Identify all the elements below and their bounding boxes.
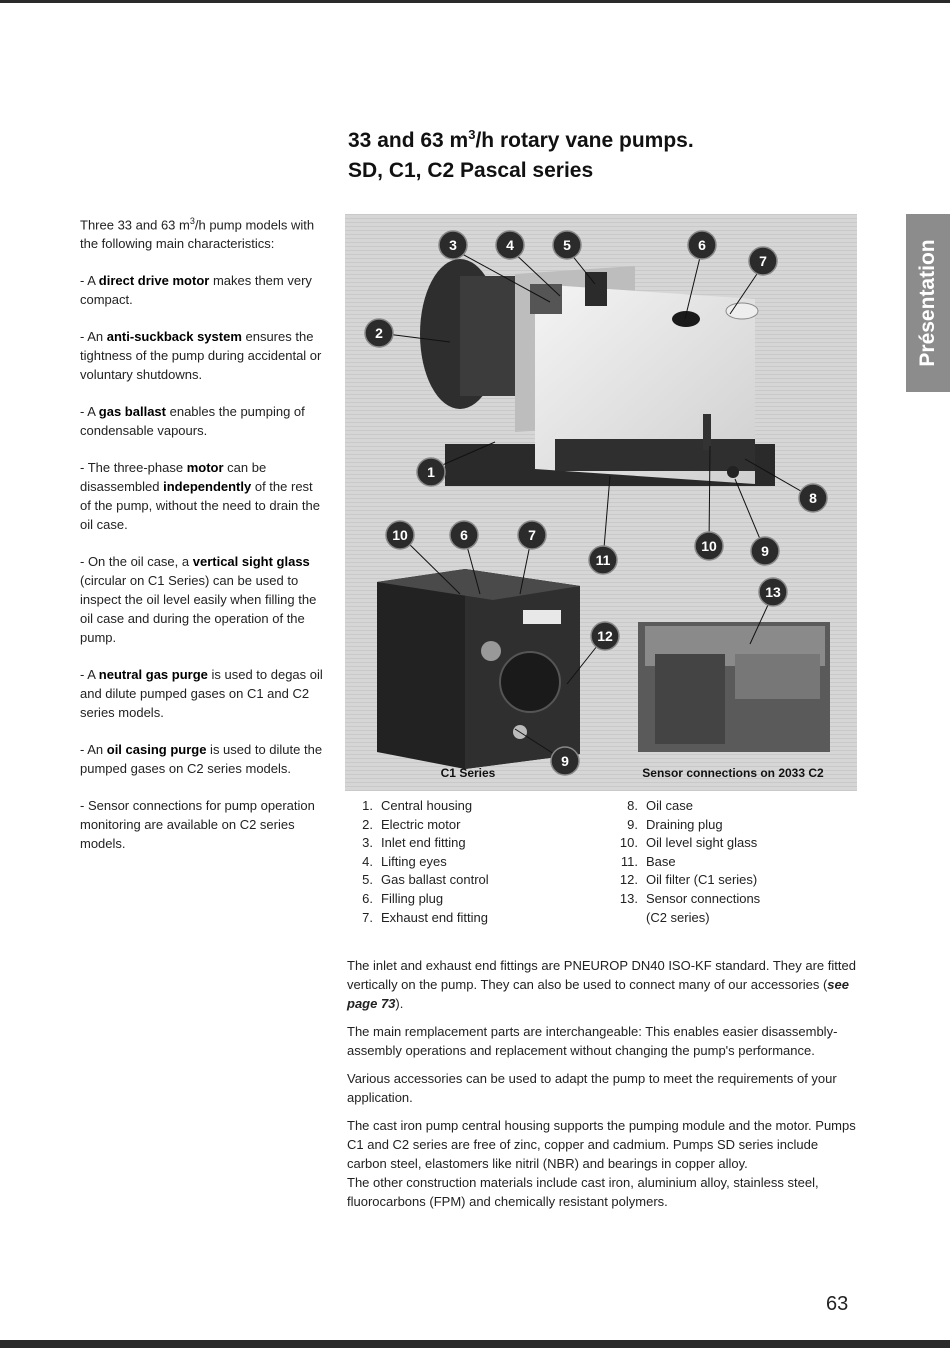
callout-badge [386,521,414,549]
callout-badge [695,532,723,560]
paragraph: The main remplacement parts are interchangeable: This enables easier disassembly-assembly operations and replacement without changing the pump's performance. [347,1024,838,1058]
svg-text:4: 4 [506,237,514,253]
page-number: 63 [826,1293,849,1315]
caption-c1-series: C1 Series [440,766,496,780]
callout-badge [553,231,581,259]
svg-text:6: 6 [698,237,706,253]
legend-item: 13. Sensor connections [619,890,761,906]
paragraph: The other construction materials include cast iron, aluminium alloy, stainless steel, fluorocarbons (FPM) and chemically resistant polymers. [347,1175,819,1209]
svg-text:2: 2 [375,325,383,341]
callout-badge [759,578,787,606]
svg-text:10: 10 [701,538,717,554]
svg-text:7: 7 [528,527,536,543]
svg-text:12: 12 [597,628,613,644]
pump-illustration [345,214,857,791]
svg-text:9: 9 [761,543,769,559]
feature-item: - Sensor connections for pump operation monitoring are available on C2 series models. [80,798,315,852]
callout-badge [450,521,478,549]
paragraph: The cast iron pump central housing supports the pumping module and the motor. Pumps C1 and C2 series are free of zinc, copper and cadmium. Pumps SD series include carbon steel, elastomers like nitril (NBR) and bearings in copper alloy. [347,1118,856,1171]
svg-text:5: 5 [563,237,571,253]
section-tab [906,214,950,392]
feature-item: - A gas ballast enables the pumping of condensable vapours. [80,404,305,439]
paragraph: Various accessories can be used to adapt the pump to meet the requirements of your application. [347,1071,837,1105]
c1-pump [377,569,580,769]
legend-item: 11. Base [620,853,676,869]
description-text [347,956,857,1220]
legend-item: 3. Inlet end fitting [362,835,466,851]
title-line-1: 33 and 63 $m^3/h$ rotary vane pumps. [348,127,694,152]
feature-item: - The three-phase motor can be disassembled independently of the rest of the pump, without the need to drain the oil case. [80,460,320,533]
callout-badge [439,231,467,259]
sensor-inset [638,622,830,752]
callout-badge [751,537,779,565]
page-reference-link[interactable]: see page 73 [347,977,849,1011]
feature-item: - A neutral gas purge is used to degas oil and dilute pumped gases on C1 and C2 series models. [80,667,323,721]
callout-badge [551,747,579,775]
callout-badge [518,521,546,549]
top-border [0,0,950,3]
callout-badge [749,247,777,275]
caption-sensor-connections: Sensor connections on 2033 C2 [642,766,824,780]
callout-badge [591,622,619,650]
svg-text:6: 6 [460,527,468,543]
pump-photo [345,214,857,791]
svg-text:1: 1 [427,464,435,480]
svg-text:13: 13 [765,584,781,600]
legend-item: 8. Oil case [627,798,693,813]
feature-item: - A direct drive motor makes them very compact. [80,273,312,308]
feature-item: - An oil casing purge is used to dilute the pumped gases on C2 series models. [80,742,323,777]
svg-text:9: 9 [561,753,569,769]
legend-item: 4. Lifting eyes [362,853,447,869]
parts-legend-right [612,797,760,927]
bottom-border [0,1340,950,1348]
svg-text:11: 11 [595,552,611,568]
feature-item: - On the oil case, a vertical sight glass (circular on C1 Series) can be used to inspect the oil level easily when filling the oil case and during the operation of the pump. [80,554,317,646]
title-line-2: SD, C1, C2 Pascal series [348,159,594,182]
legend-item: 12. Oil filter (C1 series) [619,872,758,888]
legend-item-continuation: (C2 series) [646,909,710,925]
section-tab-label: Présentation [916,239,939,367]
svg-text:10: 10 [392,527,408,543]
intro-text: Three 33 and 63 $m^3/h$ pump models with the following main characteristics: [80,216,315,252]
svg-text:8: 8 [809,490,817,506]
callout-badge [417,458,445,486]
legend-item: 10. Oil level sight glass [619,835,758,851]
page-title [348,120,694,186]
paragraph: The inlet and exhaust end fittings are PNEUROP DN40 ISO-KF standard. They are fitted vertically on the pump. They can also be used to connect many of our accessories (see page 73). [347,958,856,1011]
legend-item: 5. Gas ballast control [362,872,489,888]
callout-badge [589,546,617,574]
features-column [80,212,325,871]
feature-item: - An anti-suckback system ensures the tightness of the pump during accidental or voluntary shutdowns. [80,329,322,383]
legend-item: 6. Filling plug [362,890,444,906]
svg-text:3: 3 [449,237,457,253]
callout-badge [496,231,524,259]
legend-item: 9. Draining plug [627,816,723,832]
callout-badge [365,319,393,347]
parts-legend-left [347,797,489,927]
legend-item: 7. Exhaust end fitting [362,909,488,925]
callout-badge [799,484,827,512]
legend-item: 2. Electric motor [362,816,461,832]
callout-badge [688,231,716,259]
legend-item: 1. Central housing [362,798,473,813]
svg-text:7: 7 [759,253,767,269]
